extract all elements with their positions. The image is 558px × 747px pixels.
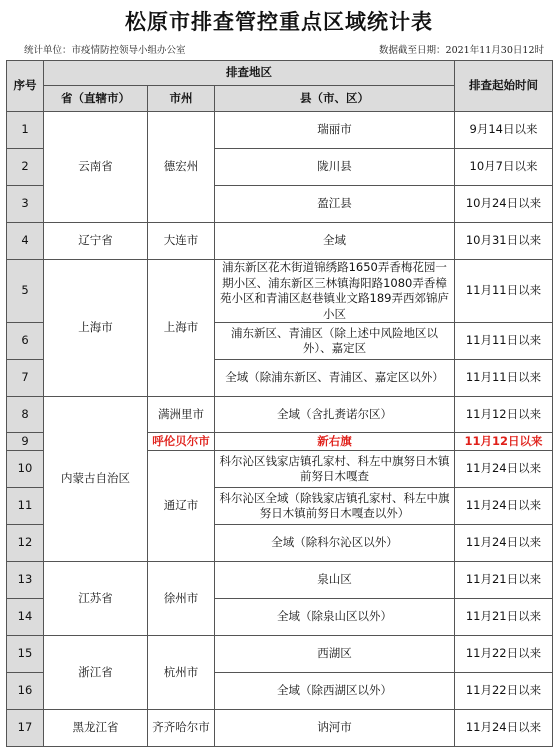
province-cell: 江苏省 (44, 562, 148, 636)
county-cell: 西湖区 (215, 636, 455, 673)
start-cell: 11月24日以来 (455, 525, 553, 562)
row-index: 2 (7, 149, 44, 186)
start-cell: 11月11日以来 (455, 360, 553, 397)
start-cell: 11月21日以来 (455, 562, 553, 599)
table-row (7, 112, 553, 149)
row-index: 12 (7, 525, 44, 562)
province-cell: 内蒙古自治区 (44, 397, 148, 562)
row-index: 7 (7, 360, 44, 397)
header-city: 市州 (148, 86, 215, 112)
row-index: 16 (7, 673, 44, 710)
data-as-of: 数据截至日期：2021年11月30日12时 (379, 45, 544, 56)
row-index: 13 (7, 562, 44, 599)
county-cell: 全域（除西湖区以外） (215, 673, 455, 710)
row-index: 10 (7, 451, 44, 488)
city-cell: 上海市 (148, 260, 215, 397)
table-row (7, 636, 553, 673)
city-cell: 德宏州 (148, 112, 215, 223)
header-province: 省（直辖市） (44, 86, 148, 112)
table-row (7, 710, 553, 747)
table-row (7, 223, 553, 260)
table-row (7, 562, 553, 599)
city-cell: 呼伦贝尔市 (148, 433, 215, 451)
row-index: 9 (7, 433, 44, 451)
city-cell: 满洲里市 (148, 397, 215, 433)
header-region-group: 排查地区 (44, 61, 455, 86)
row-index: 17 (7, 710, 44, 747)
start-cell: 10月24日以来 (455, 186, 553, 223)
start-cell: 11月11日以来 (455, 323, 553, 360)
province-cell: 黑龙江省 (44, 710, 148, 747)
start-cell: 11月22日以来 (455, 636, 553, 673)
start-cell: 11月11日以来 (455, 260, 553, 323)
county-cell: 新右旗 (215, 433, 455, 451)
control-area-table (6, 60, 553, 747)
county-cell: 瑞丽市 (215, 112, 455, 149)
start-cell: 11月21日以来 (455, 599, 553, 636)
province-cell: 辽宁省 (44, 223, 148, 260)
start-cell: 11月24日以来 (455, 451, 553, 488)
row-index: 5 (7, 260, 44, 323)
county-cell: 全域（除科尔沁区以外） (215, 525, 455, 562)
county-cell: 泉山区 (215, 562, 455, 599)
table-row (7, 260, 553, 323)
province-cell: 云南省 (44, 112, 148, 223)
province-cell: 上海市 (44, 260, 148, 397)
start-cell: 11月12日以来 (455, 397, 553, 433)
row-index: 11 (7, 488, 44, 525)
start-cell: 10月7日以来 (455, 149, 553, 186)
county-cell: 浦东新区、青浦区（除上述中风险地区以外）、嘉定区 (215, 323, 455, 360)
city-cell: 徐州市 (148, 562, 215, 636)
row-index: 1 (7, 112, 44, 149)
city-cell: 杭州市 (148, 636, 215, 710)
county-cell: 陇川县 (215, 149, 455, 186)
row-index: 3 (7, 186, 44, 223)
table-row (7, 397, 553, 433)
row-index: 14 (7, 599, 44, 636)
start-cell: 10月31日以来 (455, 223, 553, 260)
row-index: 8 (7, 397, 44, 433)
city-cell: 齐齐哈尔市 (148, 710, 215, 747)
page-title: 松原市排查管控重点区域统计表 (125, 9, 433, 34)
stat-unit: 统计单位：市疫情防控领导小组办公室 (24, 45, 186, 56)
row-index: 6 (7, 323, 44, 360)
header-county: 县（市、区） (215, 86, 455, 112)
county-cell: 浦东新区花木街道锦绣路1650弄香梅花园一期小区、浦东新区三林镇海阳路1080弄香樟苑小区和青浦区赵巷镇业文路189弄西郊锦庐小区 (215, 260, 455, 323)
county-cell: 科尔沁区全域（除钱家店镇孔家村、科左中旗努日木镇前努日木嘎查以外） (215, 488, 455, 525)
start-cell: 11月12日以来 (455, 433, 553, 451)
start-cell: 9月14日以来 (455, 112, 553, 149)
county-cell: 讷河市 (215, 710, 455, 747)
row-index: 15 (7, 636, 44, 673)
city-cell: 通辽市 (148, 451, 215, 562)
start-cell: 11月22日以来 (455, 673, 553, 710)
county-cell: 全域 (215, 223, 455, 260)
county-cell: 科尔沁区钱家店镇孔家村、科左中旗努日木镇前努日木嘎查 (215, 451, 455, 488)
header-start-time: 排查起始时间 (455, 61, 553, 112)
start-cell: 11月24日以来 (455, 488, 553, 525)
county-cell: 盈江县 (215, 186, 455, 223)
county-cell: 全域（除泉山区以外） (215, 599, 455, 636)
province-cell: 浙江省 (44, 636, 148, 710)
start-cell: 11月24日以来 (455, 710, 553, 747)
header-index: 序号 (7, 61, 44, 112)
county-cell: 全域（除浦东新区、青浦区、嘉定区以外） (215, 360, 455, 397)
city-cell: 大连市 (148, 223, 215, 260)
row-index: 4 (7, 223, 44, 260)
county-cell: 全域（含扎赉诺尔区） (215, 397, 455, 433)
